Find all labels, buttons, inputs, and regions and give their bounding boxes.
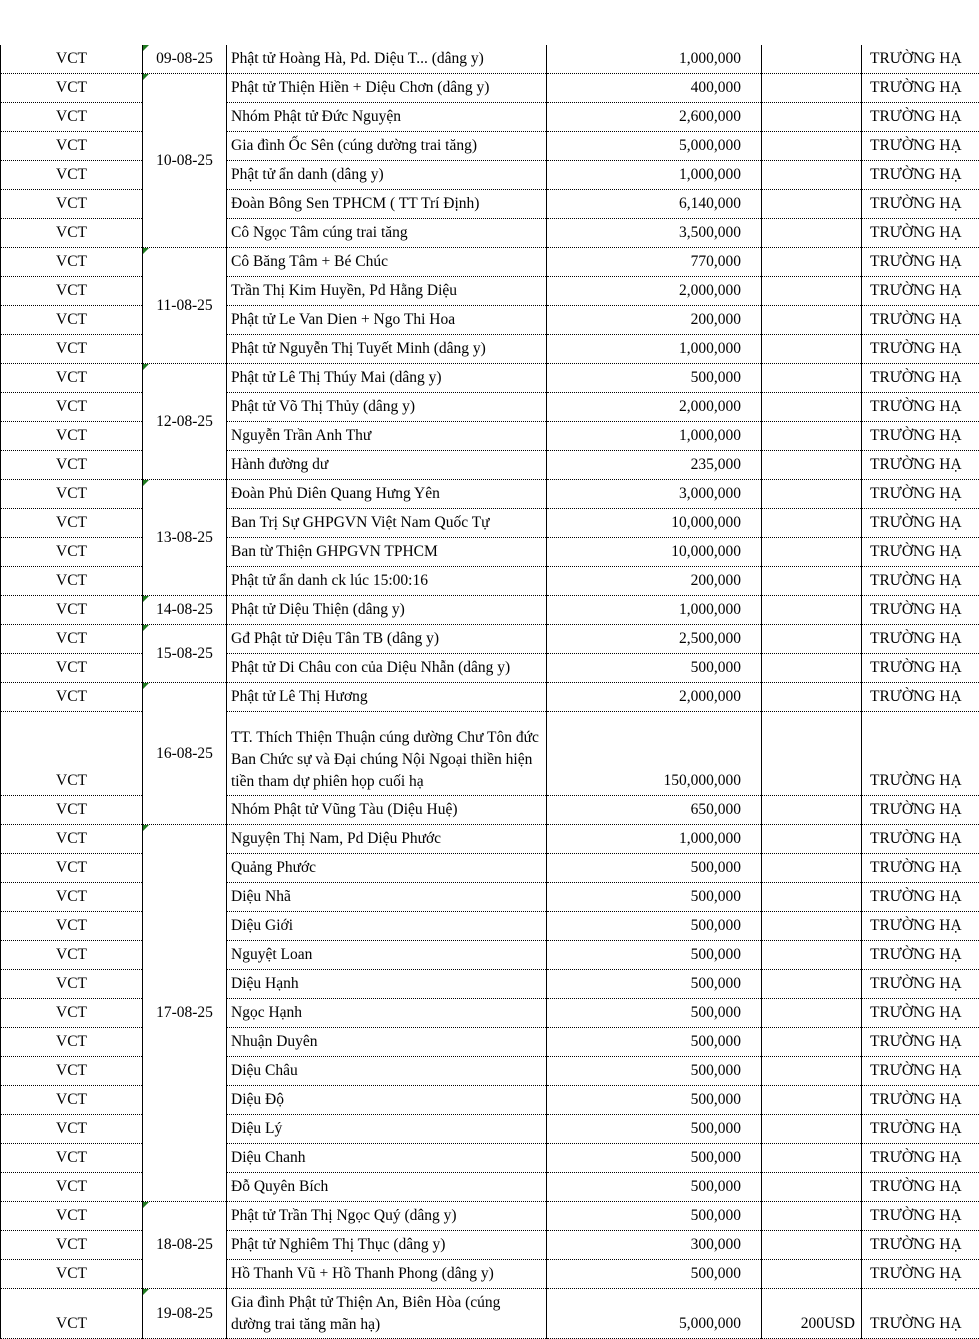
table-row [1, 1289, 979, 1339]
date-cell[interactable]: 09-08-25 [143, 45, 227, 74]
description-cell[interactable]: Hồ Thanh Vũ + Hồ Thanh Phong (dâng y) [227, 1260, 547, 1289]
amount-cell[interactable]: 500,000 [547, 883, 762, 912]
table-row [1, 45, 979, 74]
account-code-cell[interactable]: VCT [1, 970, 143, 999]
amount-cell[interactable]: 500,000 [547, 941, 762, 970]
amount-cell[interactable]: 500,000 [547, 970, 762, 999]
table-row [1, 825, 979, 854]
account-code-cell[interactable]: VCT [1, 854, 143, 883]
amount-cell[interactable]: 500,000 [547, 1173, 762, 1202]
amount-cell[interactable]: 10,000,000 [547, 538, 762, 567]
description-cell[interactable]: Quảng Phước [227, 854, 547, 883]
description-cell[interactable]: Diệu Giới [227, 912, 547, 941]
account-code-cell[interactable]: VCT [1, 132, 143, 161]
amount-cell[interactable]: 500,000 [547, 1057, 762, 1086]
amount-cell[interactable]: 3,500,000 [547, 219, 762, 248]
category-cell[interactable]: TRƯỜNG HẠ [862, 1144, 979, 1173]
amount-cell[interactable]: 2,000,000 [547, 393, 762, 422]
category-cell[interactable]: TRƯỜNG HẠ [862, 683, 979, 712]
description-cell[interactable]: Nguyệt Loan [227, 941, 547, 970]
description-cell[interactable]: Phật tử Nghiêm Thị Thục (dâng y) [227, 1231, 547, 1260]
table-row [1, 596, 979, 625]
category-cell[interactable]: TRƯỜNG HẠ [862, 480, 979, 509]
amount-cell[interactable]: 235,000 [547, 451, 762, 480]
description-cell[interactable]: Gđ Phật tử Diệu Tân TB (dâng y) [227, 625, 547, 654]
table-row [1, 480, 979, 509]
account-code-cell[interactable]: VCT [1, 45, 143, 74]
account-code-cell[interactable]: VCT [1, 941, 143, 970]
category-cell[interactable]: TRƯỜNG HẠ [862, 1057, 979, 1086]
account-code-cell[interactable]: VCT [1, 509, 143, 538]
usd-cell[interactable] [762, 1260, 862, 1289]
amount-cell[interactable]: 500,000 [547, 1086, 762, 1115]
category-cell[interactable]: TRƯỜNG HẠ [862, 451, 979, 480]
description-cell[interactable]: Diệu Nhã [227, 883, 547, 912]
date-cell[interactable]: 11-08-25 [143, 248, 227, 364]
description-cell[interactable]: Ban từ Thiện GHPGVN TPHCM [227, 538, 547, 567]
amount-cell[interactable]: 500,000 [547, 1260, 762, 1289]
amount-cell[interactable]: 1,000,000 [547, 825, 762, 854]
category-cell[interactable]: TRƯỜNG HẠ [862, 1086, 979, 1115]
account-code-cell[interactable]: VCT [1, 796, 143, 825]
description-cell[interactable]: Nguyễn Trần Anh Thư [227, 422, 547, 451]
amount-cell[interactable]: 770,000 [547, 248, 762, 277]
usd-cell[interactable] [762, 712, 862, 796]
category-cell[interactable]: TRƯỜNG HẠ [862, 1028, 979, 1057]
category-cell[interactable]: TRƯỜNG HẠ [862, 190, 979, 219]
usd-cell[interactable] [762, 132, 862, 161]
description-cell[interactable]: Phật tử Lê Thị Thúy Mai (dâng y) [227, 364, 547, 393]
category-cell[interactable]: TRƯỜNG HẠ [862, 854, 979, 883]
category-cell[interactable]: TRƯỜNG HẠ [862, 1260, 979, 1289]
category-cell[interactable]: TRƯỜNG HẠ [862, 796, 979, 825]
description-cell[interactable]: Phật tử Trần Thị Ngọc Quý (dâng y) [227, 1202, 547, 1231]
amount-cell[interactable]: 5,000,000 [547, 132, 762, 161]
description-cell[interactable]: Phật tử Nguyễn Thị Tuyết Minh (dâng y) [227, 335, 547, 364]
amount-cell[interactable]: 6,140,000 [547, 190, 762, 219]
usd-cell[interactable] [762, 825, 862, 854]
usd-cell[interactable] [762, 393, 862, 422]
account-code-cell[interactable]: VCT [1, 538, 143, 567]
account-code-cell[interactable]: VCT [1, 1057, 143, 1086]
table-row [1, 1202, 979, 1231]
description-cell[interactable]: Diệu Độ [227, 1086, 547, 1115]
usd-cell[interactable] [762, 596, 862, 625]
account-code-cell[interactable]: VCT [1, 451, 143, 480]
category-cell[interactable]: TRƯỜNG HẠ [862, 335, 979, 364]
usd-cell[interactable] [762, 796, 862, 825]
amount-cell[interactable]: 200,000 [547, 567, 762, 596]
category-cell[interactable]: TRƯỜNG HẠ [862, 567, 979, 596]
table-row [1, 625, 979, 654]
amount-cell[interactable]: 2,000,000 [547, 277, 762, 306]
account-code-cell[interactable]: VCT [1, 1289, 143, 1339]
amount-cell[interactable]: 1,000,000 [547, 161, 762, 190]
description-cell[interactable]: Diệu Châu [227, 1057, 547, 1086]
account-code-cell[interactable]: VCT [1, 912, 143, 941]
amount-cell[interactable]: 400,000 [547, 74, 762, 103]
description-cell[interactable]: Diệu Hạnh [227, 970, 547, 999]
account-code-cell[interactable]: VCT [1, 306, 143, 335]
usd-cell[interactable] [762, 941, 862, 970]
description-cell[interactable]: Nhóm Phật tử Đức Nguyện [227, 103, 547, 132]
category-cell[interactable]: TRƯỜNG HẠ [862, 712, 979, 796]
amount-cell[interactable]: 3,000,000 [547, 480, 762, 509]
category-cell[interactable]: TRƯỜNG HẠ [862, 970, 979, 999]
date-cell[interactable]: 12-08-25 [143, 364, 227, 480]
amount-cell[interactable]: 2,500,000 [547, 625, 762, 654]
description-cell[interactable]: Phật tử Lê Thị Hương [227, 683, 547, 712]
account-code-cell[interactable]: VCT [1, 161, 143, 190]
date-cell[interactable]: 18-08-25 [143, 1202, 227, 1289]
date-cell[interactable]: 16-08-25 [143, 683, 227, 825]
category-cell[interactable]: TRƯỜNG HẠ [862, 1231, 979, 1260]
amount-cell[interactable]: 500,000 [547, 854, 762, 883]
account-code-cell[interactable]: VCT [1, 1028, 143, 1057]
description-cell[interactable]: Phật tử ẩn danh (dâng y) [227, 161, 547, 190]
account-code-cell[interactable]: VCT [1, 364, 143, 393]
description-cell[interactable]: Phật tử ẩn danh ck lúc 15:00:16 [227, 567, 547, 596]
account-code-cell[interactable]: VCT [1, 1173, 143, 1202]
usd-cell[interactable] [762, 45, 862, 74]
category-cell[interactable]: TRƯỜNG HẠ [862, 219, 979, 248]
usd-cell[interactable] [762, 1086, 862, 1115]
account-code-cell[interactable]: VCT [1, 480, 143, 509]
amount-cell[interactable]: 1,000,000 [547, 45, 762, 74]
amount-cell[interactable]: 500,000 [547, 1028, 762, 1057]
account-code-cell[interactable]: VCT [1, 1231, 143, 1260]
description-cell[interactable]: Đỗ Quyên Bích [227, 1173, 547, 1202]
table-row [1, 74, 979, 103]
account-code-cell[interactable]: VCT [1, 825, 143, 854]
category-cell[interactable]: TRƯỜNG HẠ [862, 161, 979, 190]
account-code-cell[interactable]: VCT [1, 654, 143, 683]
description-cell[interactable]: Diệu Chanh [227, 1144, 547, 1173]
category-cell[interactable]: TRƯỜNG HẠ [862, 625, 979, 654]
category-cell[interactable]: TRƯỜNG HẠ [862, 538, 979, 567]
account-code-cell[interactable]: VCT [1, 567, 143, 596]
amount-cell[interactable]: 2,600,000 [547, 103, 762, 132]
usd-cell[interactable] [762, 74, 862, 103]
usd-cell[interactable] [762, 1144, 862, 1173]
usd-cell[interactable] [762, 538, 862, 567]
category-cell[interactable]: TRƯỜNG HẠ [862, 596, 979, 625]
usd-cell[interactable] [762, 1202, 862, 1231]
description-cell[interactable]: Phật tử Le Van Dien + Ngo Thi Hoa [227, 306, 547, 335]
account-code-cell[interactable]: VCT [1, 190, 143, 219]
usd-cell[interactable] [762, 654, 862, 683]
category-cell[interactable]: TRƯỜNG HẠ [862, 654, 979, 683]
category-cell[interactable]: TRƯỜNG HẠ [862, 364, 979, 393]
category-cell[interactable]: TRƯỜNG HẠ [862, 74, 979, 103]
account-code-cell[interactable]: VCT [1, 393, 143, 422]
description-cell[interactable]: Cô Ngọc Tâm cúng trai tăng [227, 219, 547, 248]
amount-cell[interactable]: 10,000,000 [547, 509, 762, 538]
description-cell[interactable]: Nguyện Thị Nam, Pd Diệu Phước [227, 825, 547, 854]
amount-cell[interactable]: 500,000 [547, 999, 762, 1028]
account-code-cell[interactable]: VCT [1, 683, 143, 712]
amount-cell[interactable]: 650,000 [547, 796, 762, 825]
amount-cell[interactable]: 200,000 [547, 306, 762, 335]
category-cell[interactable]: TRƯỜNG HẠ [862, 999, 979, 1028]
account-code-cell[interactable]: VCT [1, 248, 143, 277]
donation-table [0, 45, 979, 1339]
description-cell[interactable]: Hành đường dư [227, 451, 547, 480]
amount-cell[interactable]: 500,000 [547, 1144, 762, 1173]
category-cell[interactable]: TRƯỜNG HẠ [862, 941, 979, 970]
description-cell[interactable]: Phật tử Võ Thị Thủy (dâng y) [227, 393, 547, 422]
usd-cell[interactable] [762, 306, 862, 335]
description-cell[interactable]: Phật tử Di Châu con của Diệu Nhẫn (dâng y) [227, 654, 547, 683]
account-code-cell[interactable]: VCT [1, 1086, 143, 1115]
description-cell[interactable]: Đoàn Phủ Diên Quang Hưng Yên [227, 480, 547, 509]
usd-cell[interactable] [762, 854, 862, 883]
description-cell[interactable]: Cô Băng Tâm + Bé Chúc [227, 248, 547, 277]
usd-cell[interactable] [762, 480, 862, 509]
amount-cell[interactable]: 500,000 [547, 1202, 762, 1231]
description-cell[interactable]: TT. Thích Thiện Thuận cúng dường Chư Tôn đức Ban Chức sự và Đại chúng Nội Ngoại thiền hiện tiền tham dự phiên họp cuối hạ [227, 712, 547, 796]
amount-cell[interactable]: 300,000 [547, 1231, 762, 1260]
amount-cell[interactable]: 2,000,000 [547, 683, 762, 712]
usd-cell[interactable] [762, 509, 862, 538]
table-row [1, 248, 979, 277]
usd-cell[interactable] [762, 103, 862, 132]
amount-cell[interactable]: 5,000,000 [547, 1289, 762, 1339]
usd-cell[interactable] [762, 567, 862, 596]
category-cell[interactable]: TRƯỜNG HẠ [862, 45, 979, 74]
usd-cell[interactable] [762, 999, 862, 1028]
table-row [1, 683, 979, 712]
category-cell[interactable]: TRƯỜNG HẠ [862, 1202, 979, 1231]
account-code-cell[interactable]: VCT [1, 422, 143, 451]
account-code-cell[interactable]: VCT [1, 1115, 143, 1144]
account-code-cell[interactable]: VCT [1, 1260, 143, 1289]
category-cell[interactable]: TRƯỜNG HẠ [862, 422, 979, 451]
usd-cell[interactable] [762, 190, 862, 219]
date-cell[interactable]: 10-08-25 [143, 74, 227, 248]
category-cell[interactable]: TRƯỜNG HẠ [862, 132, 979, 161]
date-cell[interactable]: 19-08-25 [143, 1289, 227, 1339]
usd-cell[interactable] [762, 277, 862, 306]
category-cell[interactable]: TRƯỜNG HẠ [862, 912, 979, 941]
usd-cell[interactable] [762, 451, 862, 480]
usd-cell[interactable] [762, 1173, 862, 1202]
usd-cell[interactable] [762, 1231, 862, 1260]
description-cell[interactable]: Nhuận Duyên [227, 1028, 547, 1057]
date-cell[interactable]: 14-08-25 [143, 596, 227, 625]
category-cell[interactable]: TRƯỜNG HẠ [862, 103, 979, 132]
account-code-cell[interactable]: VCT [1, 712, 143, 796]
usd-cell[interactable] [762, 625, 862, 654]
account-code-cell[interactable]: VCT [1, 74, 143, 103]
account-code-cell[interactable]: VCT [1, 103, 143, 132]
account-code-cell[interactable]: VCT [1, 883, 143, 912]
category-cell[interactable]: TRƯỜNG HẠ [862, 248, 979, 277]
usd-cell[interactable] [762, 422, 862, 451]
amount-cell[interactable]: 500,000 [547, 364, 762, 393]
amount-cell[interactable]: 500,000 [547, 912, 762, 941]
description-cell[interactable]: Gia đình Ốc Sên (cúng dường trai tăng) [227, 132, 547, 161]
account-code-cell[interactable]: VCT [1, 999, 143, 1028]
amount-cell[interactable]: 150,000,000 [547, 712, 762, 796]
description-cell[interactable]: Diệu Lý [227, 1115, 547, 1144]
date-cell[interactable]: 17-08-25 [143, 825, 227, 1202]
category-cell[interactable]: TRƯỜNG HẠ [862, 277, 979, 306]
description-cell[interactable]: Phật tử Thiện Hiền + Diệu Chơn (dâng y) [227, 74, 547, 103]
account-code-cell[interactable]: VCT [1, 596, 143, 625]
description-cell[interactable]: Trần Thị Kim Huyền, Pd Hằng Diệu [227, 277, 547, 306]
account-code-cell[interactable]: VCT [1, 219, 143, 248]
usd-cell[interactable] [762, 883, 862, 912]
usd-cell[interactable] [762, 161, 862, 190]
date-cell[interactable]: 13-08-25 [143, 480, 227, 596]
account-code-cell[interactable]: VCT [1, 1202, 143, 1231]
usd-cell[interactable] [762, 912, 862, 941]
amount-cell[interactable]: 500,000 [547, 654, 762, 683]
description-cell[interactable]: Nhóm Phật tử Vũng Tàu (Diệu Huệ) [227, 796, 547, 825]
description-cell[interactable]: Đoàn Bông Sen TPHCM ( TT Trí Định) [227, 190, 547, 219]
donation-table-body [1, 45, 979, 1339]
amount-cell[interactable]: 500,000 [547, 1115, 762, 1144]
account-code-cell[interactable]: VCT [1, 625, 143, 654]
description-cell[interactable]: Gia đình Phật tử Thiện An, Biên Hòa (cúng dường trai tăng mãn hạ) [227, 1289, 547, 1339]
category-cell[interactable]: TRƯỜNG HẠ [862, 306, 979, 335]
usd-cell[interactable]: 200USD [762, 1289, 862, 1339]
description-cell[interactable]: Ban Trị Sự GHPGVN Việt Nam Quốc Tự [227, 509, 547, 538]
category-cell[interactable]: TRƯỜNG HẠ [862, 1289, 979, 1339]
category-cell[interactable]: TRƯỜNG HẠ [862, 393, 979, 422]
category-cell[interactable]: TRƯỜNG HẠ [862, 1173, 979, 1202]
category-cell[interactable]: TRƯỜNG HẠ [862, 1115, 979, 1144]
usd-cell[interactable] [762, 1115, 862, 1144]
account-code-cell[interactable]: VCT [1, 277, 143, 306]
table-row [1, 364, 979, 393]
category-cell[interactable]: TRƯỜNG HẠ [862, 509, 979, 538]
usd-cell[interactable] [762, 970, 862, 999]
usd-cell[interactable] [762, 1057, 862, 1086]
account-code-cell[interactable]: VCT [1, 1144, 143, 1173]
description-cell[interactable]: Ngọc Hạnh [227, 999, 547, 1028]
amount-cell[interactable]: 1,000,000 [547, 422, 762, 451]
ledger-sheet [0, 45, 979, 1339]
description-cell[interactable]: Phật tử Hoàng Hà, Pd. Diệu T... (dâng y) [227, 45, 547, 74]
category-cell[interactable]: TRƯỜNG HẠ [862, 883, 979, 912]
usd-cell[interactable] [762, 219, 862, 248]
account-code-cell[interactable]: VCT [1, 335, 143, 364]
description-cell[interactable]: Phật tử Diệu Thiện (dâng y) [227, 596, 547, 625]
category-cell[interactable]: TRƯỜNG HẠ [862, 825, 979, 854]
usd-cell[interactable] [762, 683, 862, 712]
amount-cell[interactable]: 1,000,000 [547, 596, 762, 625]
usd-cell[interactable] [762, 335, 862, 364]
usd-cell[interactable] [762, 364, 862, 393]
date-cell[interactable]: 15-08-25 [143, 625, 227, 683]
usd-cell[interactable] [762, 248, 862, 277]
amount-cell[interactable]: 1,000,000 [547, 335, 762, 364]
usd-cell[interactable] [762, 1028, 862, 1057]
